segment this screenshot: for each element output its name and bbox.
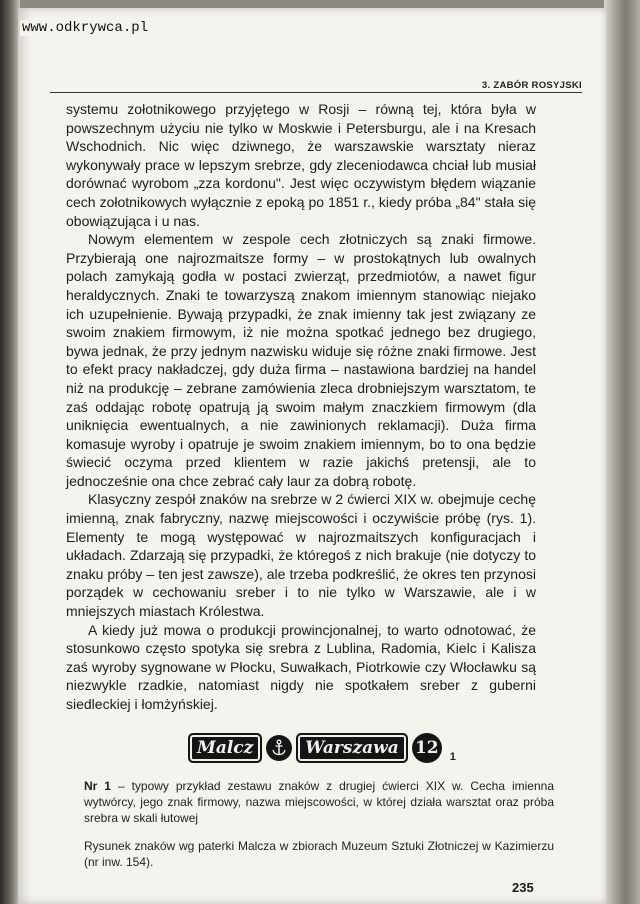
paragraph: A kiedy już mowa o produkcji prowincjonalnej, to warto odnotować, że stosunkowo często spotyka się srebra z Lublina, Radomia, Kielc i Kalisza zaś wyroby sygnowane w Płocku, Suwałkach, Piotrkowie czy Włocławku są niezwykle rzadkie, natomiast nigdy nie spotkałem sreber z guberni siedleckiej i łomżyńskiej. bbox=[66, 621, 536, 712]
anchor-icon bbox=[266, 735, 292, 761]
running-head: 3. ZABÓR ROSYJSKI bbox=[481, 80, 582, 91]
page-edges bbox=[604, 0, 640, 904]
paragraph: systemu zołotnikowego przyjętego w Rosji – równą tej, która była w powszechnym użyciu nie tylko w Moskwie i Petersburgu, ale i na Kresach Wschodnich. Nic więc dziwnego, że warszawskie warsztaty nieraz wykonywały prace w lepszym srebrze, gdy zleceniodawca chciał lub musiał dorównać wyrobom „zza kordonu". Jest więc oczywistym błędem wiązanie cech zołotnikowych wyłącznie z epoką po 1851 r., kiedy próba „84" stała się obowiązująca i u nas. bbox=[66, 101, 536, 229]
proof-mark: 12 bbox=[412, 733, 442, 763]
figure-ref: 1 bbox=[449, 751, 456, 763]
caption-label: Nr 1 bbox=[84, 779, 111, 793]
body-text bbox=[66, 100, 536, 714]
caption-text: – typowy przykład zestawu znaków z drugiej ćwierci XIX w. Cecha imienna wytwórcy, jego znak firmowy, nazwa miejscowości, w której działa warsztat oraz próba srebra w skali łutowej bbox=[84, 779, 555, 825]
header-rule bbox=[50, 92, 582, 93]
figure-caption bbox=[84, 778, 554, 826]
watermark: www.odkrywca.pl bbox=[22, 20, 149, 36]
hallmark-figure bbox=[188, 733, 456, 763]
city-mark: Warszawa bbox=[296, 733, 407, 763]
maker-mark: Malcz bbox=[188, 733, 262, 763]
figure-note: Rysunek znaków wg paterki Malcza w zbiorach Muzeum Sztuki Złotniczej w Kazimierzu (nr inw. 154). bbox=[84, 839, 554, 869]
book-spine-shadow bbox=[0, 0, 20, 904]
paragraph: Klasyczny zespół znaków na srebrze w 2 ćwierci XIX w. obejmuje cechę imienną, znak fabryczny, nazwę miejscowości i oczywiście próbę (rys. 1). Elementy te mogą występować w najrozmaitszych konfiguracjach i układach. Zdarzają się przypadki, że któregoś z nich brakuje (nie dotyczy to znaku próby – ten jest zawsze), ale trzeba podkreślić, że okres ten przynosi porządek w cechowaniu sreber i to nie tylko w Warszawie, ale i w mniejszych miastach Królestwa. bbox=[66, 491, 536, 620]
page-number: 235 bbox=[512, 880, 534, 895]
paragraph: Nowym elementem w zespole cech złotniczych są znaki firmowe. Przybierają one najrozmaitsze formy – w prostokątnych lub owalnych polach zamykają godła w postaci zwierząt, przedmiotów, a nawet figur heraldycznych. Znaki te towarzyszą znakom imiennym stanowiąc niejako ich uzupełnienie. Bywają przypadki, że znak imienny tak jest związany ze swoim znakiem firmowym, iż nie można spotkać jednego bez drugiego, bywa jednak, że przy jednym nazwisku widuje się różne znaki firmowe. Jest to efekt pracy nakładczej, gdy duża firma – nastawiona bardziej na handel niż na produkcję – zebrane zamówienia zleca drobniejszym warsztatom, te zaś oddając robotę opatrują ją swoim małym znaczkiem firmowym (dla uniknięcia ewentualnych, a nie zawinionych reklamacji). Duża firma komasuje wyroby i opatruje je swoim znakiem imiennym, bo to ona będzie świecić oczyma przed klientem w razie jakichś pretensji, ale to jednocześnie ona chce zebrać cały laur za dobrą robotę. bbox=[66, 231, 536, 489]
